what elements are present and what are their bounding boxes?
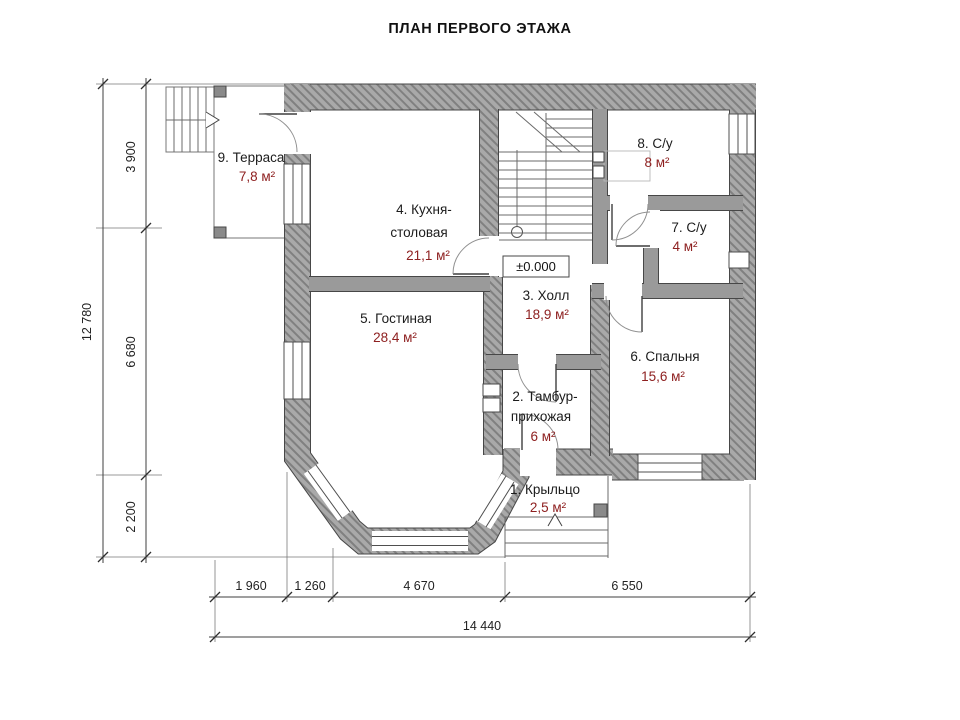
kitchen-window: [284, 164, 310, 224]
dim-left-seg2: 6 680: [124, 336, 138, 368]
room-area: 2,5 м²: [529, 500, 567, 515]
bedroom-window: [638, 454, 702, 480]
terrace-post: [214, 227, 226, 238]
dim-bottom-seg3: 4 670: [403, 579, 435, 593]
room-name: столовая: [390, 225, 448, 240]
room-area: 21,1 м²: [406, 248, 450, 263]
room-label-hall: [523, 288, 570, 322]
page-title: ПЛАН ПЕРВОГО ЭТАЖА: [388, 21, 572, 37]
room-name: прихожая: [510, 409, 572, 424]
level-mark: [503, 256, 569, 277]
terrace-stairs: [166, 87, 219, 152]
dim-bottom-seg4: 6 550: [611, 579, 643, 593]
room-area: 28,4 м²: [373, 330, 417, 345]
stair-start-marker: [512, 227, 523, 238]
room-area: 15,6 м²: [641, 369, 685, 384]
room-name: 6. Спальня: [630, 349, 700, 364]
dim-bottom-total: 14 440: [462, 619, 502, 633]
vestibule-niches: [483, 384, 500, 412]
room-name: 2. Тамбур-: [512, 389, 578, 404]
room-name: 9. Терраса: [217, 150, 285, 165]
porch-post: [594, 504, 607, 517]
room-name: 5. Гостиная: [360, 311, 432, 326]
room-area: 7,8 м²: [238, 169, 276, 184]
room-name: 8. С/у: [637, 136, 673, 151]
utility-shaft: [593, 151, 650, 181]
bedroom-door: [606, 296, 642, 332]
room-name: 3. Холл: [522, 288, 570, 303]
room-name: 7. С/у: [671, 220, 707, 235]
room-label-bedroom: [630, 349, 699, 384]
room-label-bathroom8: [637, 136, 673, 170]
room-name: 1. Крыльцо: [509, 482, 581, 497]
dim-left-seg1: 3 900: [124, 141, 138, 173]
room-label-living-room: [360, 311, 432, 345]
room-area: 6 м²: [530, 429, 556, 444]
bathroom8-window: [729, 114, 755, 154]
dim-left-total: 12 780: [80, 302, 94, 342]
dim-bottom-seg2: 1 260: [294, 579, 326, 593]
terrace-post: [214, 86, 226, 97]
level-mark-value: ±0.000: [516, 259, 556, 274]
dim-left-seg3: 2 200: [124, 501, 138, 533]
living-room-window: [284, 342, 310, 399]
room-area: 4 м²: [672, 239, 698, 254]
room-label-vestibule: [511, 389, 578, 444]
porch-direction-arrow: [548, 514, 562, 526]
room-area: 18,9 м²: [525, 307, 569, 322]
room-label-bathroom7: [671, 220, 707, 254]
bathroom7-window: [729, 252, 749, 268]
room-name: 4. Кухня-: [396, 202, 452, 217]
dim-bottom-seg1: 1 960: [235, 579, 267, 593]
room-label-porch: [510, 482, 580, 515]
room-label-kitchen: [390, 202, 452, 263]
room-area: 8 м²: [644, 155, 670, 170]
